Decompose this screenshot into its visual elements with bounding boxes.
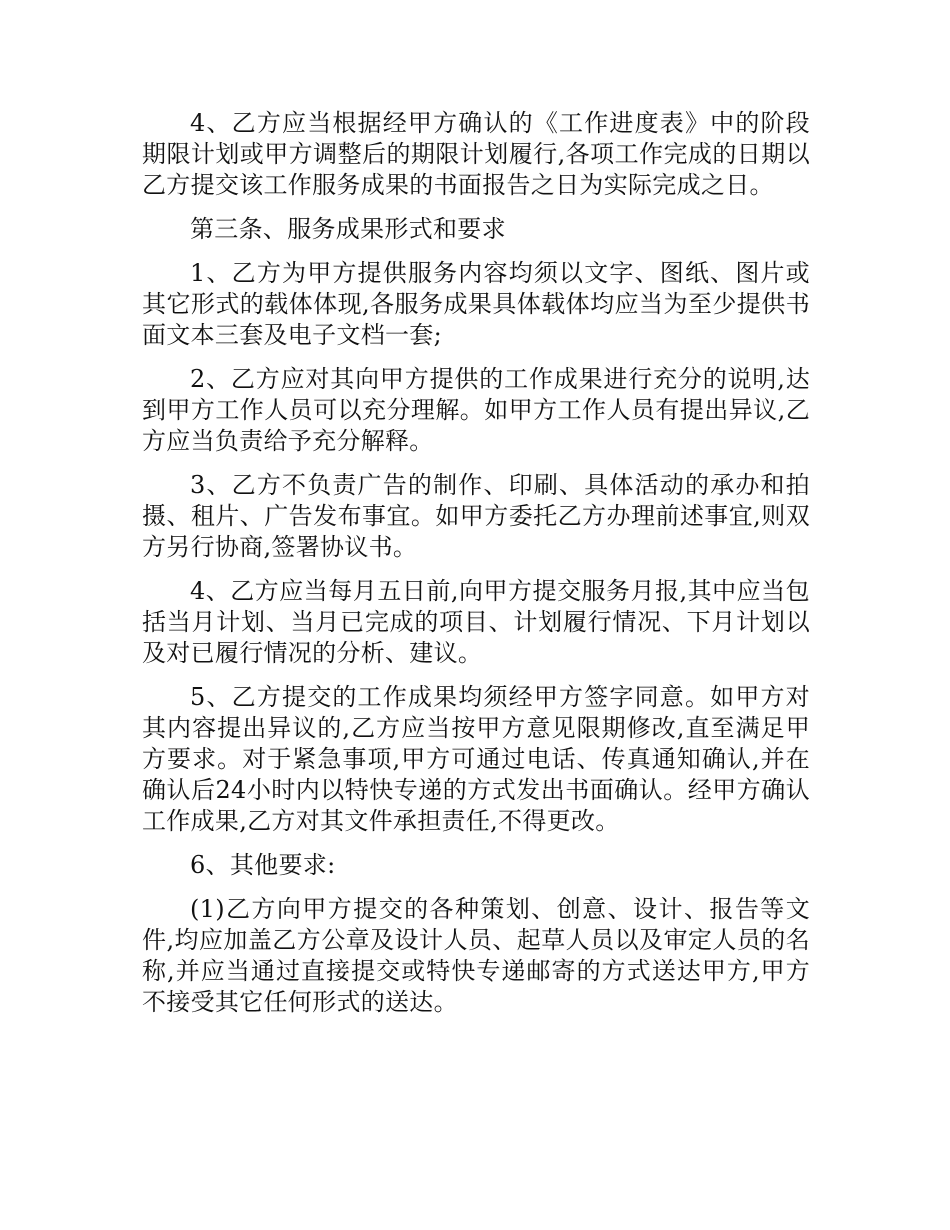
section-heading-article-3: 第三条、服务成果形式和要求: [190, 215, 506, 243]
paragraph-clause-5: 5、乙方提交的工作成果均须经甲方签字同意。如甲方对其内容提出异议的,乙方应当按甲方意见限期修改,直至满足甲方要求。对于紧急事项,甲方可通过电话、传真通知确认,并在确认后24小时内以特快专递的方式发出书面确认。经甲方确认工作成果,乙方对其文件承担责任,不得更改。: [142, 683, 810, 835]
paragraph-clause-1: 1、乙方为甲方提供服务内容均须以文字、图纸、图片或其它形式的载体体现,各服务成果具体载体均应当为至少提供书面文本三套及电子文档一套;: [142, 259, 810, 349]
paragraph-clause-2: 2、乙方应对其向甲方提供的工作成果进行充分的说明,达到甲方工作人员可以充分理解。如甲方工作人员有提出异议,乙方应当负责给予充分解释。: [142, 365, 810, 455]
paragraph-schedule-clause: 4、乙方应当根据经甲方确认的《工作进度表》中的阶段期限计划或甲方调整后的期限计划履行,各项工作完成的日期以乙方提交该工作服务成果的书面报告之日为实际完成之日。: [142, 109, 810, 199]
paragraph-clause-4: 4、乙方应当每月五日前,向甲方提交服务月报,其中应当包括当月计划、当月已完成的项目、计划履行情况、下月计划以及对已履行情况的分析、建议。: [142, 577, 810, 667]
paragraph-clause-6-heading: 6、其他要求:: [190, 851, 336, 879]
paragraph-clause-6-item-1: (1)乙方向甲方提交的各种策划、创意、设计、报告等文件,均应加盖乙方公章及设计人员、起草人员以及审定人员的名称,并应当通过直接提交或特快专递邮寄的方式送达甲方,甲方不接受其它任何形式的送达。: [142, 895, 810, 1016]
document-body: [142, 108, 810, 1031]
paragraph-clause-3: 3、乙方不负责广告的制作、印刷、具体活动的承办和拍摄、租片、广告发布事宜。如甲方委托乙方办理前述事宜,则双方另行协商,签署协议书。: [142, 471, 810, 561]
